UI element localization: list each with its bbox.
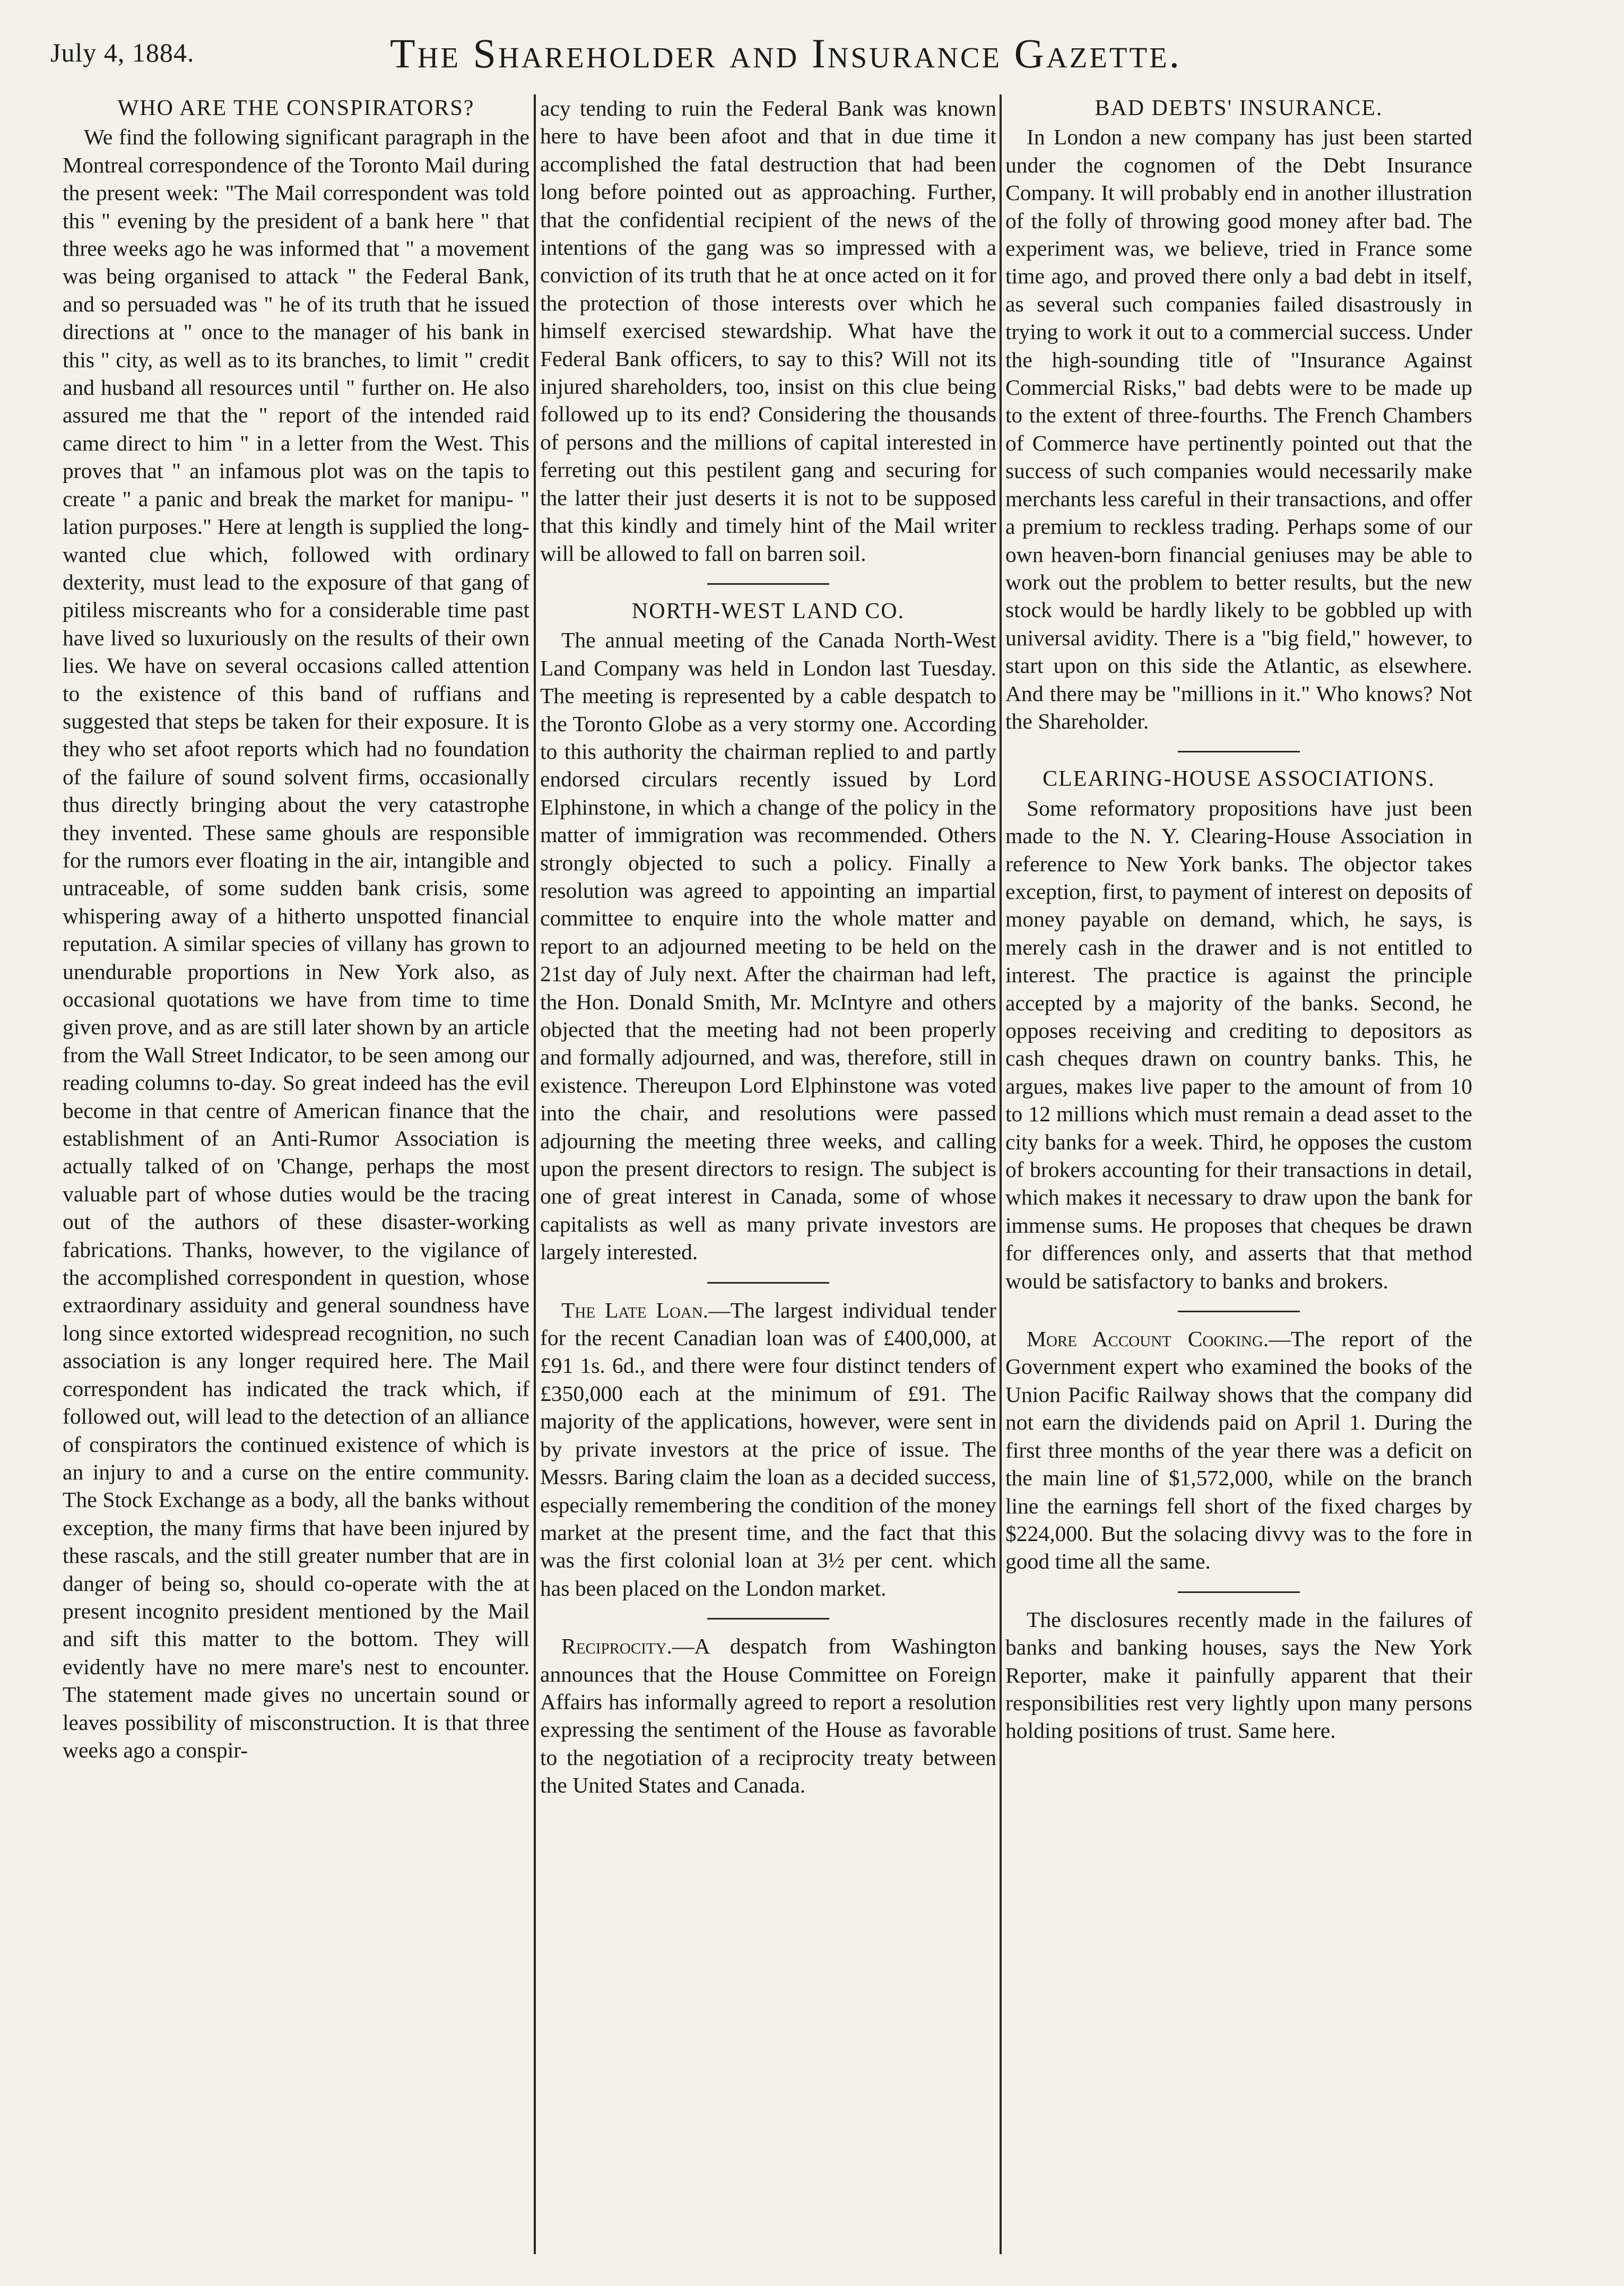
reciprocity-text: —A despatch from Washington announces that the House Committee on Foreign Affairs has informally agreed to report a resolution expressing the sentiment of the House as favorable to the negotiation of a reciprocity treaty between the United States and Canada. xyxy=(540,1634,996,1798)
column-1 xyxy=(63,94,529,2249)
article-body-conspirators: We find the following significant paragraph in the Montreal correspondence of the Toronto Mail during the present week: "The Mail correspondent was told this " evening by the president of a bank here " that three weeks ago he was informed that " a movement was being organised to attack " the Federal Bank, and so persuaded was " he of its truth that he issued directions at " once to the manager of his bank in this " city, as well as to its branches, to limit " credit and husband all resources until " further on. He also assured me that the " report of the intended raid came direct to him " in a letter from the West. This proves that " an infamous plot was on the tapis to create " a panic and break the market for manipu- " lation purposes." Here at length is supplied the long-wanted clue which, followed with ordinary dexterity, must lead to the exposure of that gang of pitiless miscreants who for a considerable time past have lived so luxuriously on the results of their own lies. We have on several occasions called attention to the existence of this band of ruffians and suggested that steps be taken for their exposure. It is they who set afoot reports which had no foundation of the failure of sound solvent firms, occasionally thus directly bringing about the very catastrophe they invented. These same ghouls are responsible for the rumors ever floating in the air, intangible and untraceable, of some sudden bank crisis, some whispering away of a hitherto unspotted financial reputation. A similar species of villany has grown to unendurable proportions in New York also, as occasional quotations we have from time to time given prove, and as are still later shown by an article from the Wall Street Indicator, to be seen among our reading columns to-day. So great indeed has the evil become in that centre of American finance that the establishment of an Anti-Rumor Association is actually talked of on 'Change, perhaps the most valuable part of whose duties would be the tracing out of the authors of these disaster-working fabrications. Thanks, however, to the vigilance of the accomplished correspondent in question, whose extraordinary assiduity and general soundness have long since extorted widespread recognition, no such association is any longer required here. The Mail correspondent has indicated the track which, if followed out, will lead to the detection of an alliance of conspirators the continued existence of which is an injury to and a curse on the entire community. The Stock Exchange as a body, all the banks without exception, the many firms that have been injured by these rascals, and the still greater number that are in danger of being so, should co-operate with the at present incognito president mentioned by the Mail and sift this matter to the bottom. They will evidently have no mere mare's nest to encounter. The statement made gives no uncertain sound or leaves possibility of misconstruction. It is that three weeks ago a conspir- xyxy=(63,125,529,1762)
issue-date: July 4, 1884. xyxy=(50,38,195,67)
article-body-clearing-house: Some reformatory propositions have just been made to the N. Y. Clearing-House Association in reference to New York banks. The objector takes exception, first, to payment of interest on deposits of money payable on demand, which, he says, is merely cash in the drawer and is not entitled to interest. The practice is against the principle accepted by a majority of the banks. Second, he opposes receiving and crediting to depositors as cash cheques drawn on country banks. This, he argues, makes live paper to the amount of from 10 to 12 millions which must remain a dead asset to the city banks for a week. Third, he opposes the custom of brokers accounting for their transactions in detail, which makes it necessary to draw upon the bank for immense sums. He proposes that cheques be drawn for differences only, and asserts that that method would be satisfactory to banks and brokers. xyxy=(1005,795,1472,1293)
late-loan-heading: The Late Loan. xyxy=(561,1297,709,1322)
article-body-bad-debts: In London a new company has just been started under the cognomen of the Debt Insurance Company. It will probably end in another illustration of the folly of throwing good money after bad. The experiment was, we believe, tried in France some time ago, and proved there only a bad debt in itself, as several such companies failed disastrously in trying to work it out to a commercial success. Under the high-sounding title of "Insurance Against Commercial Risks," bad debts were to be made up to the extent of three-fourths. The French Chambers of Commerce have pertinently pointed out that the success of such companies would necessarily make merchants less careful in their transactions, and offer a premium to reckless trading. Perhaps some of our own heaven-born financial geniuses may be able to work out the problem to better results, but the new stock would be hardly likely to be gobbled up with universal avidity. There is a "big field," however, to start upon on this side the Atlantic, as elsewhere. And there may be "millions in it." Who knows? Not the Shareholder. xyxy=(1005,125,1472,733)
newspaper-title: The Shareholder and Insurance Gazette. xyxy=(390,30,1182,76)
account-cooking-heading: More Account Cooking. xyxy=(1027,1327,1269,1352)
masthead xyxy=(50,25,1488,79)
article-body-conspirators-continued: acy tending to ruin the Federal Bank was known here to have been afoot and that in due time it accomplished the fatal destruction that had been long before pointed out as approaching. Further, that the confidential recipient of the news of the intentions of the gang was so impressed with a conviction of its truth that he at once acted on it for the protection of those interests over which he himself exercised stewardship. What have the Federal Bank officers, to say to this? Will not its injured shareholders, too, insist on this clue being followed up to its end? Considering the thousands of persons and the millions of capital interested in ferreting out this pestilent gang and securing for the latter their just deserts it is not to be supposed that this kindly and timely hint of the Mail writer will be allowed to fall on barren soil. xyxy=(540,96,996,566)
account-cooking-text: —The report of the Government expert who examined the books of the Union Pacific Railway shows that the company did not earn the dividends paid on April 1. During the first three months of the year there was a deficit on the main line of $1,572,000, while on the branch line the earnings fell short of the fixed charges by $224,000. But the solacing divvy was to the fore in good time all the same. xyxy=(1005,1327,1472,1574)
separator xyxy=(1178,1311,1300,1312)
article-title-clearing-house: CLEARING-HOUSE ASSOCIATIONS. xyxy=(1043,767,1435,792)
late-loan-text: —The largest individual tender for the recent Canadian loan was of £400,000, at £91 1s. 6d., and there were four distinct tenders of £350,000 each at the minimum of £91. The majority of the applications, however, were sent in by private investors at the price of issue. The Messrs. Baring claim the loan as a decided success, especially remembering the condition of the money market at the present time, and the fact that this was the first colonial loan at 3½ per cent. which has been placed on the London market. xyxy=(540,1297,996,1600)
article-late-loan xyxy=(540,1296,996,1602)
article-reciprocity xyxy=(540,1632,996,1799)
article-title-northwest: NORTH-WEST LAND CO. xyxy=(631,599,905,624)
reciprocity-heading: Reciprocity. xyxy=(561,1634,672,1659)
column-2 xyxy=(540,94,996,2249)
separator xyxy=(707,1618,829,1620)
article-body-northwest: The annual meeting of the Canada North-West Land Company was held in London last Tuesday. The meeting is represented by a cable despatch to the Toronto Globe as a very stormy one. According to this authority the chairman replied to and partly endorsed circulars recently issued by Lord Elphinstone, in which a change of the policy in the matter of immigration was recommended. Others strongly objected to such a policy. Finally a resolution was agreed to appointing an impartial committee to enquire into the whole matter and report to an adjourned meeting to be held on the 21st day of July next. After the chairman had left, the Hon. Donald Smith, Mr. McIntyre and others objected that the meeting had not been properly and formally adjourned, and was, therefore, still in existence. Thereupon Lord Elphinstone was voted into the chair, and resolutions were passed adjourning the meeting three weeks, and calling upon the present directors to resign. The subject is one of great interest in Canada, some of whose capitalists as well as many private investors are largely interested. xyxy=(540,628,996,1265)
column-rule-2 xyxy=(1000,94,1002,2254)
separator xyxy=(1178,751,1300,752)
article-account-cooking xyxy=(1005,1325,1472,1575)
article-title-bad-debts: BAD DEBTS' INSURANCE. xyxy=(1095,96,1383,120)
separator xyxy=(707,1282,829,1284)
separator xyxy=(707,583,829,585)
separator xyxy=(1178,1591,1300,1593)
column-rule-1 xyxy=(534,94,536,2254)
article-disclosures: The disclosures recently made in the failures of banks and banking houses, says the New York Reporter, make it painfully apparent that their responsibilities rest very lightly upon many persons holding positions of trust. Same here. xyxy=(1005,1607,1472,1743)
column-3 xyxy=(1005,94,1472,2249)
article-title-conspirators: WHO ARE THE CONSPIRATORS? xyxy=(117,96,475,120)
